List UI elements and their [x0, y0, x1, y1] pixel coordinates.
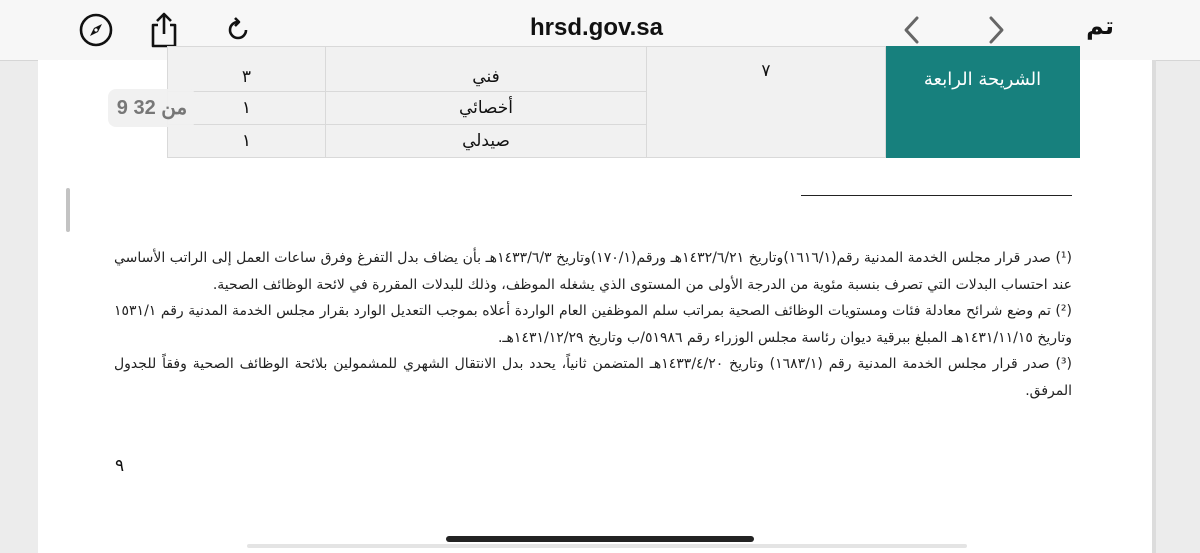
table-cell-title: فني [326, 47, 647, 92]
category-label: الشريحة الرابعة [923, 69, 1042, 90]
footnote-1: (¹) صدر قرار مجلس الخدمة المدنية رقم(١٦١٦/١)وتاريخ ١٤٣٢/٦/٢١هـ ورقم(١٧٠/١)وتاريخ ١٤٣٣/٦/٣هـ بأن يضاف بدل التفرغ وفرق ساعات العمل إلى الراتب الأساسي عند احتساب البدلات التي تصرف بنسبة مئوية من الدرجة الأولى من المستوى الذي يشغله الموظف، وذلك للبدلات المقررة في لائحة الوظائف الصحية. [114, 250, 1073, 293]
table-cell-count: ٧ [647, 47, 886, 158]
table-cell-value: ٣ [168, 47, 326, 92]
page-number: ٩ [115, 456, 125, 476]
back-chevron-icon[interactable] [892, 10, 932, 50]
page-edge [1152, 60, 1156, 553]
document-page [38, 60, 1152, 553]
job-table [167, 46, 1080, 158]
horizontal-scroll-track [247, 544, 967, 548]
table-row [168, 47, 1080, 92]
footnotes [114, 245, 1072, 405]
table-cell-value: ١ [168, 125, 326, 158]
forward-chevron-icon[interactable] [976, 10, 1016, 50]
footnote-divider [801, 195, 1072, 196]
table-cell-title: أخصائي [326, 92, 647, 125]
table-cell-category [886, 47, 1080, 158]
home-indicator[interactable] [446, 536, 754, 542]
compass-icon[interactable] [76, 10, 116, 50]
vertical-scroll-indicator[interactable] [66, 188, 70, 232]
done-button[interactable]: تم [1086, 12, 1114, 40]
share-icon[interactable] [144, 10, 184, 50]
table-cell-value: ١ [168, 92, 326, 125]
page-indicator-badge: 9 من 32 [108, 89, 196, 127]
reload-icon[interactable] [218, 10, 258, 50]
table-cell-title: صيدلي [326, 125, 647, 158]
footnote-3: (³) صدر قرار مجلس الخدمة المدنية رقم (١٦٨٣/١) وتاريخ ١٤٣٣/٤/٢٠هـ المتضمن ثانياً، يحدد بدل الانتقال الشهري للمشمولين بلائحة الوظائف الصحية وفقاً للجدول المرفق. [114, 356, 1072, 399]
footnote-2: (²) تم وضع شرائح معادلة فئات ومستويات الوظائف الصحية بمراتب سلم الموظفين العام الواردة أعلاه بموجب التعديل الوارد بقرار مجلس الخدمة المدنية رقم ١٥٣١/١ وتاريخ ١٤٣١/١١/١٥هـ المبلغ ببرقية ديوان رئاسة مجلس الوزراء رقم ٥١٩٨٦/ب وتاريخ ١٤٣١/١٢/٢٩هـ. [114, 303, 1072, 346]
url-domain[interactable]: hrsd.gov.sa [530, 14, 663, 41]
